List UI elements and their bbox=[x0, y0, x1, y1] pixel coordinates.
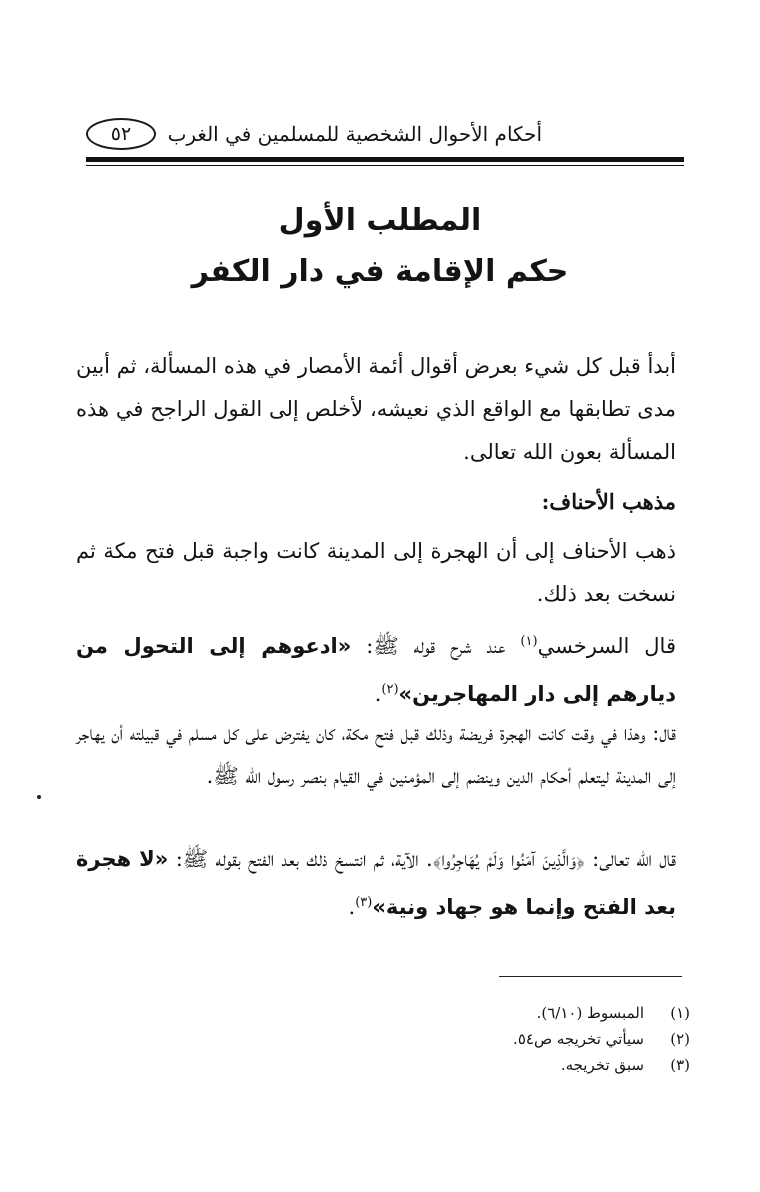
paragraph-sarakhsi bbox=[76, 620, 676, 716]
footnote-ref-1: (١) bbox=[520, 634, 538, 649]
section-heading: المطلب الأول bbox=[278, 203, 482, 238]
footnote-text: سبق تخريجه. bbox=[560, 1056, 644, 1074]
footnotes bbox=[90, 1000, 690, 1078]
text-segment: . bbox=[348, 895, 356, 919]
subheading-ahnaf: مذهب الأحناف: bbox=[541, 489, 676, 514]
running-title: أحكام الأحوال الشخصية للمسلمين في الغرب bbox=[167, 122, 542, 146]
paragraph-hijra-obligation: قال: وهذا في وقت كانت الهجرة فريضة وذلك قبل فتح مكة، كان يفترض على كل مسلم في قبيلته أن يهاجر إلى المدينة ليتعلم أحكام الدين وينضم إلى المؤمنين في القيام بنصر رسول الله ﷺ. bbox=[76, 721, 676, 788]
footnote bbox=[90, 1026, 690, 1052]
header-rule-thin bbox=[86, 165, 684, 166]
footnote-text: سيأتي تخريجه ص٥٤. bbox=[513, 1030, 644, 1048]
page-header bbox=[86, 112, 686, 162]
text-segment: قال السرخسي bbox=[537, 634, 676, 658]
footnote-number: (٢) bbox=[670, 1030, 690, 1048]
footnote bbox=[90, 1000, 690, 1026]
paragraph-verse bbox=[76, 838, 676, 929]
hadith-quote: «لا هجرة بعد الفتح وإنما هو جهاد ونية» bbox=[76, 847, 676, 919]
hadith-quote: «ادعوهم إلى التحول من ديارهم إلى دار المهاجرين» bbox=[76, 634, 676, 706]
quran-verse: ﴿وَالَّذِينَ آمَنُوا وَلَمْ يُهَاجِرُوا﴾ bbox=[432, 847, 585, 871]
footnote-separator bbox=[499, 976, 682, 977]
paragraph-ahnaf: ذهب الأحناف إلى أن الهجرة إلى المدينة كانت واجبة قبل فتح مكة ثم نسخت بعد ذلك. bbox=[76, 539, 676, 606]
footnote-ref-3: (٣) bbox=[355, 895, 373, 910]
page-number: ٥٢ bbox=[86, 118, 156, 150]
text-segment: قال الله تعالى: bbox=[584, 847, 676, 871]
chapter-title: حكم الإقامة في دار الكفر bbox=[191, 254, 569, 289]
text-segment: . الآية، ثم انتسخ ذلك بعد الفتح بقوله ﷺ: bbox=[168, 847, 433, 871]
footnote-ref-2: (٢) bbox=[381, 682, 399, 697]
footnote-text: المبسوط (٦/١٠). bbox=[536, 1004, 644, 1022]
paragraph-intro: أبدأ قبل كل شيء بعرض أقوال أئمة الأمصار في هذه المسألة، ثم أبين مدى تطابقها مع الواقع الذي نعيشه، لأخلص إلى القول الراجح في هذه المسألة بعون الله تعالى. bbox=[76, 354, 676, 464]
text-segment: عند شرح قوله ﷺ: bbox=[351, 634, 521, 658]
footnote-number: (٣) bbox=[670, 1056, 690, 1074]
margin-dot bbox=[37, 795, 41, 799]
header-rule-thick bbox=[86, 157, 684, 162]
footnote bbox=[90, 1052, 690, 1078]
footnote-number: (١) bbox=[670, 1004, 690, 1022]
text-segment: . bbox=[374, 682, 382, 706]
